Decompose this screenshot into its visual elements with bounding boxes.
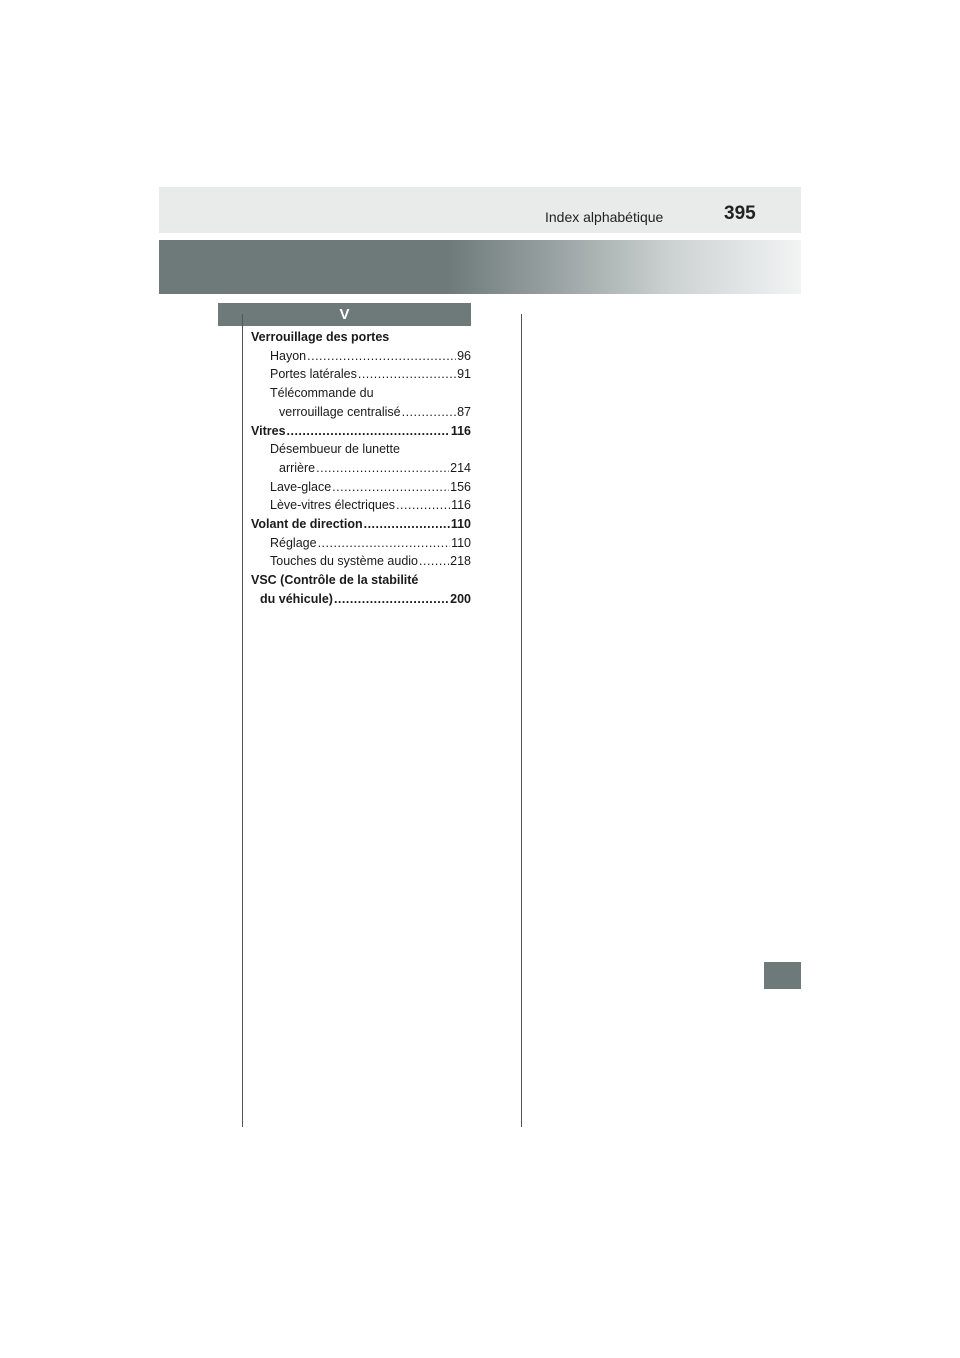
index-subentry[interactable] xyxy=(251,384,471,403)
index-subentry[interactable] xyxy=(251,347,471,366)
column-divider-left xyxy=(242,314,243,1127)
dot-leader xyxy=(332,478,449,497)
dot-leader xyxy=(316,459,449,478)
index-entry-main-continuation[interactable] xyxy=(251,590,471,609)
dot-leader xyxy=(364,515,450,534)
index-entry-page: 218 xyxy=(450,554,471,569)
index-subentry[interactable] xyxy=(251,440,471,459)
index-entry-page: 116 xyxy=(450,423,471,438)
index-entry-page: 87 xyxy=(457,404,471,419)
header-title: Index alphabétique xyxy=(545,209,664,225)
index-entry-page: 214 xyxy=(450,460,471,475)
dot-leader xyxy=(307,347,456,366)
section-letter-heading: V xyxy=(218,303,471,326)
dot-leader xyxy=(419,552,449,571)
index-entry-text: du véhicule) xyxy=(260,591,333,606)
chapter-side-tab xyxy=(764,962,801,989)
index-subentry[interactable] xyxy=(251,552,471,571)
dot-leader xyxy=(334,590,449,609)
index-entry-text: Volant de direction xyxy=(251,517,363,532)
index-subentry-continuation[interactable] xyxy=(251,403,471,422)
index-entry-text: Touches du système audio xyxy=(270,554,419,569)
index-entry-page: 116 xyxy=(451,498,471,513)
index-entry-text: Verrouillage des portes xyxy=(251,330,390,344)
index-entry-text: Lève-vitres électriques xyxy=(270,498,396,513)
index-entry-main[interactable] xyxy=(251,328,471,347)
index-entry-page: 110 xyxy=(450,517,471,532)
index-entry-text: arrière xyxy=(279,460,316,475)
index-entry-main[interactable] xyxy=(251,422,471,441)
index-entry-text: Réglage xyxy=(270,535,317,550)
dot-leader xyxy=(318,534,450,553)
page-number: 395 xyxy=(724,203,756,224)
dot-leader xyxy=(402,403,457,422)
column-divider-right xyxy=(521,314,522,1127)
index-entry-text: Désembueur de lunette xyxy=(270,442,400,457)
index-entry-page: 200 xyxy=(450,591,471,606)
index-list xyxy=(251,328,471,609)
index-entry-text: Hayon xyxy=(270,348,307,363)
dot-leader xyxy=(287,422,450,441)
index-subentry-continuation[interactable] xyxy=(251,459,471,478)
dot-leader xyxy=(358,365,456,384)
index-entry-page: 96 xyxy=(457,348,471,363)
header-band xyxy=(159,187,801,233)
index-entry-text: Lave-glace xyxy=(270,479,332,494)
index-entry-main[interactable] xyxy=(251,571,471,590)
index-subentry[interactable] xyxy=(251,534,471,553)
index-entry-text: Portes latérales xyxy=(270,367,357,382)
index-subentry[interactable] xyxy=(251,365,471,384)
index-entry-text: VSC (Contrôle de la stabilité xyxy=(251,573,419,588)
index-subentry[interactable] xyxy=(251,478,471,497)
decorative-gradient-band xyxy=(159,240,801,294)
index-entry-text: verrouillage centralisé xyxy=(279,404,401,419)
index-entry-page: 110 xyxy=(451,535,471,550)
index-entry-page: 156 xyxy=(450,479,471,494)
index-entry-text: Télécommande du xyxy=(270,386,374,401)
index-entry-page: 91 xyxy=(457,367,471,382)
index-subentry[interactable] xyxy=(251,496,471,515)
index-entry-main[interactable] xyxy=(251,515,471,534)
dot-leader xyxy=(396,496,450,515)
index-entry-text: Vitres xyxy=(251,423,286,438)
